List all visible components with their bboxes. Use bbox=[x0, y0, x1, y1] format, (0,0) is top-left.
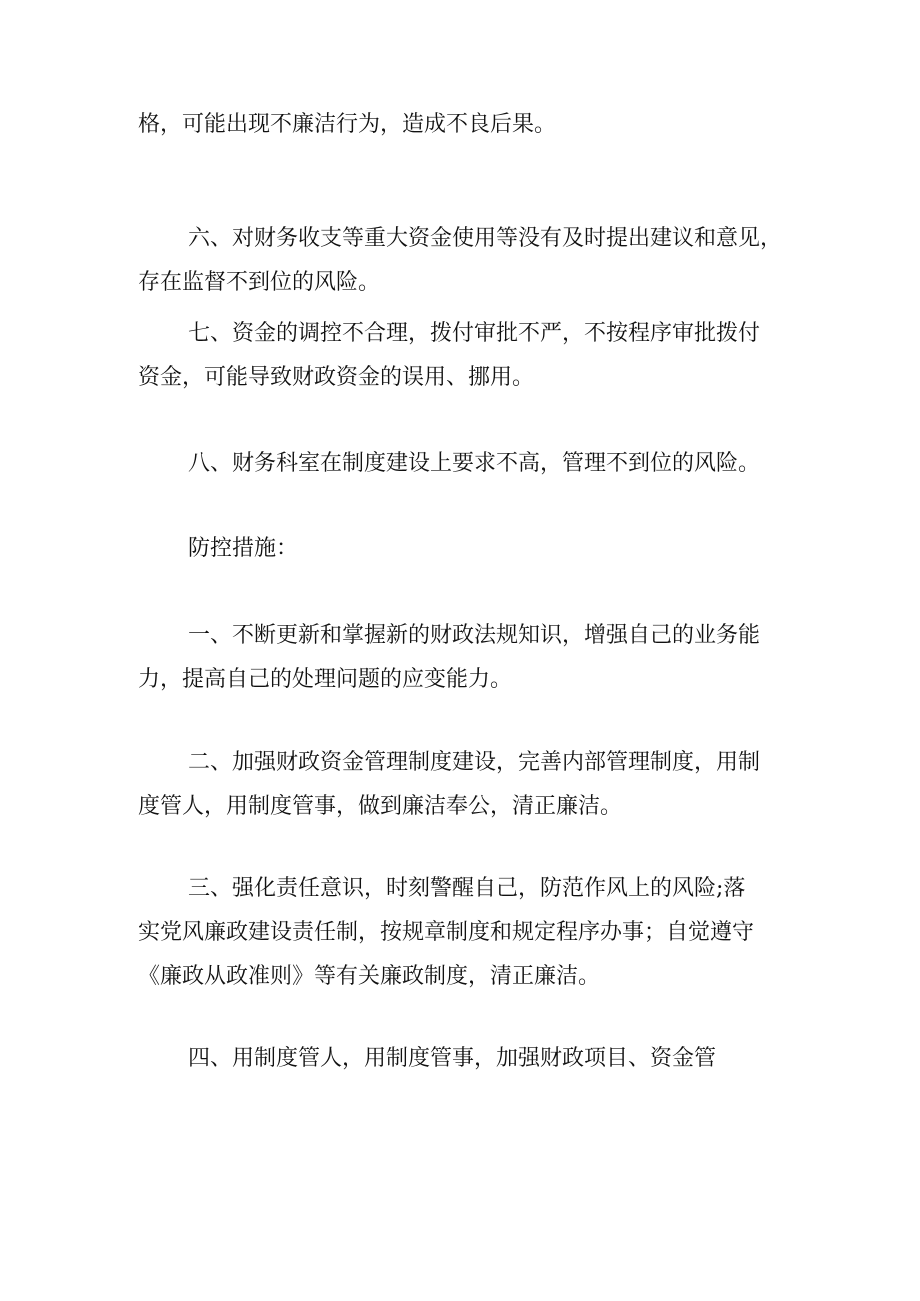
paragraph-line: 三、强化责任意识，时刻警醒自己，防范作风上的风险;落 bbox=[188, 876, 746, 901]
paragraph-line: 度管人，用制度管事，做到廉洁奉公，清正廉洁。 bbox=[138, 794, 623, 819]
paragraph-risk-6 bbox=[138, 217, 798, 305]
paragraph-line: 实党风廉政建设责任制，按规章制度和规定程序办事；自觉遵守 bbox=[138, 920, 755, 945]
paragraph-line: 防控措施： bbox=[188, 536, 299, 561]
paragraph-line: 存在监督不到位的风险。 bbox=[138, 270, 381, 295]
paragraph-measure-1 bbox=[138, 614, 798, 702]
paragraph-line: 一、不断更新和掌握新的财政法规知识，增强自己的业务能 bbox=[188, 623, 761, 648]
paragraph-line: 六、对财务收支等重大资金使用等没有及时提出建议和意见， bbox=[188, 226, 783, 251]
paragraph-line: 四、用制度管人，用制度管事，加强财政项目、资金管 bbox=[188, 1046, 717, 1071]
paragraph-measure-2 bbox=[138, 741, 798, 829]
paragraph-risk-8 bbox=[138, 442, 798, 486]
paragraph-line: 力，提高自己的处理问题的应变能力。 bbox=[138, 667, 513, 692]
paragraph-line: 《廉政从政准则》等有关廉政制度，清正廉洁。 bbox=[138, 964, 601, 989]
paragraph-risk-7 bbox=[138, 312, 798, 400]
paragraph-line: 七、资金的调控不合理，拨付审批不严，不按程序审批拨付 bbox=[188, 321, 761, 346]
paragraph-line: 二、加强财政资金管理制度建设，完善内部管理制度，用制 bbox=[188, 750, 761, 775]
section-heading-measures bbox=[138, 527, 798, 571]
paragraph-continuation bbox=[138, 103, 798, 147]
paragraph-line: 资金，可能导致财政资金的误用、挪用。 bbox=[138, 365, 535, 390]
paragraph-measure-4 bbox=[138, 1037, 798, 1081]
paragraph-line: 格，可能出现不廉洁行为，造成不良后果。 bbox=[138, 112, 557, 137]
paragraph-measure-3 bbox=[138, 867, 798, 999]
paragraph-line: 八、财务科室在制度建设上要求不高，管理不到位的风险。 bbox=[188, 451, 761, 476]
